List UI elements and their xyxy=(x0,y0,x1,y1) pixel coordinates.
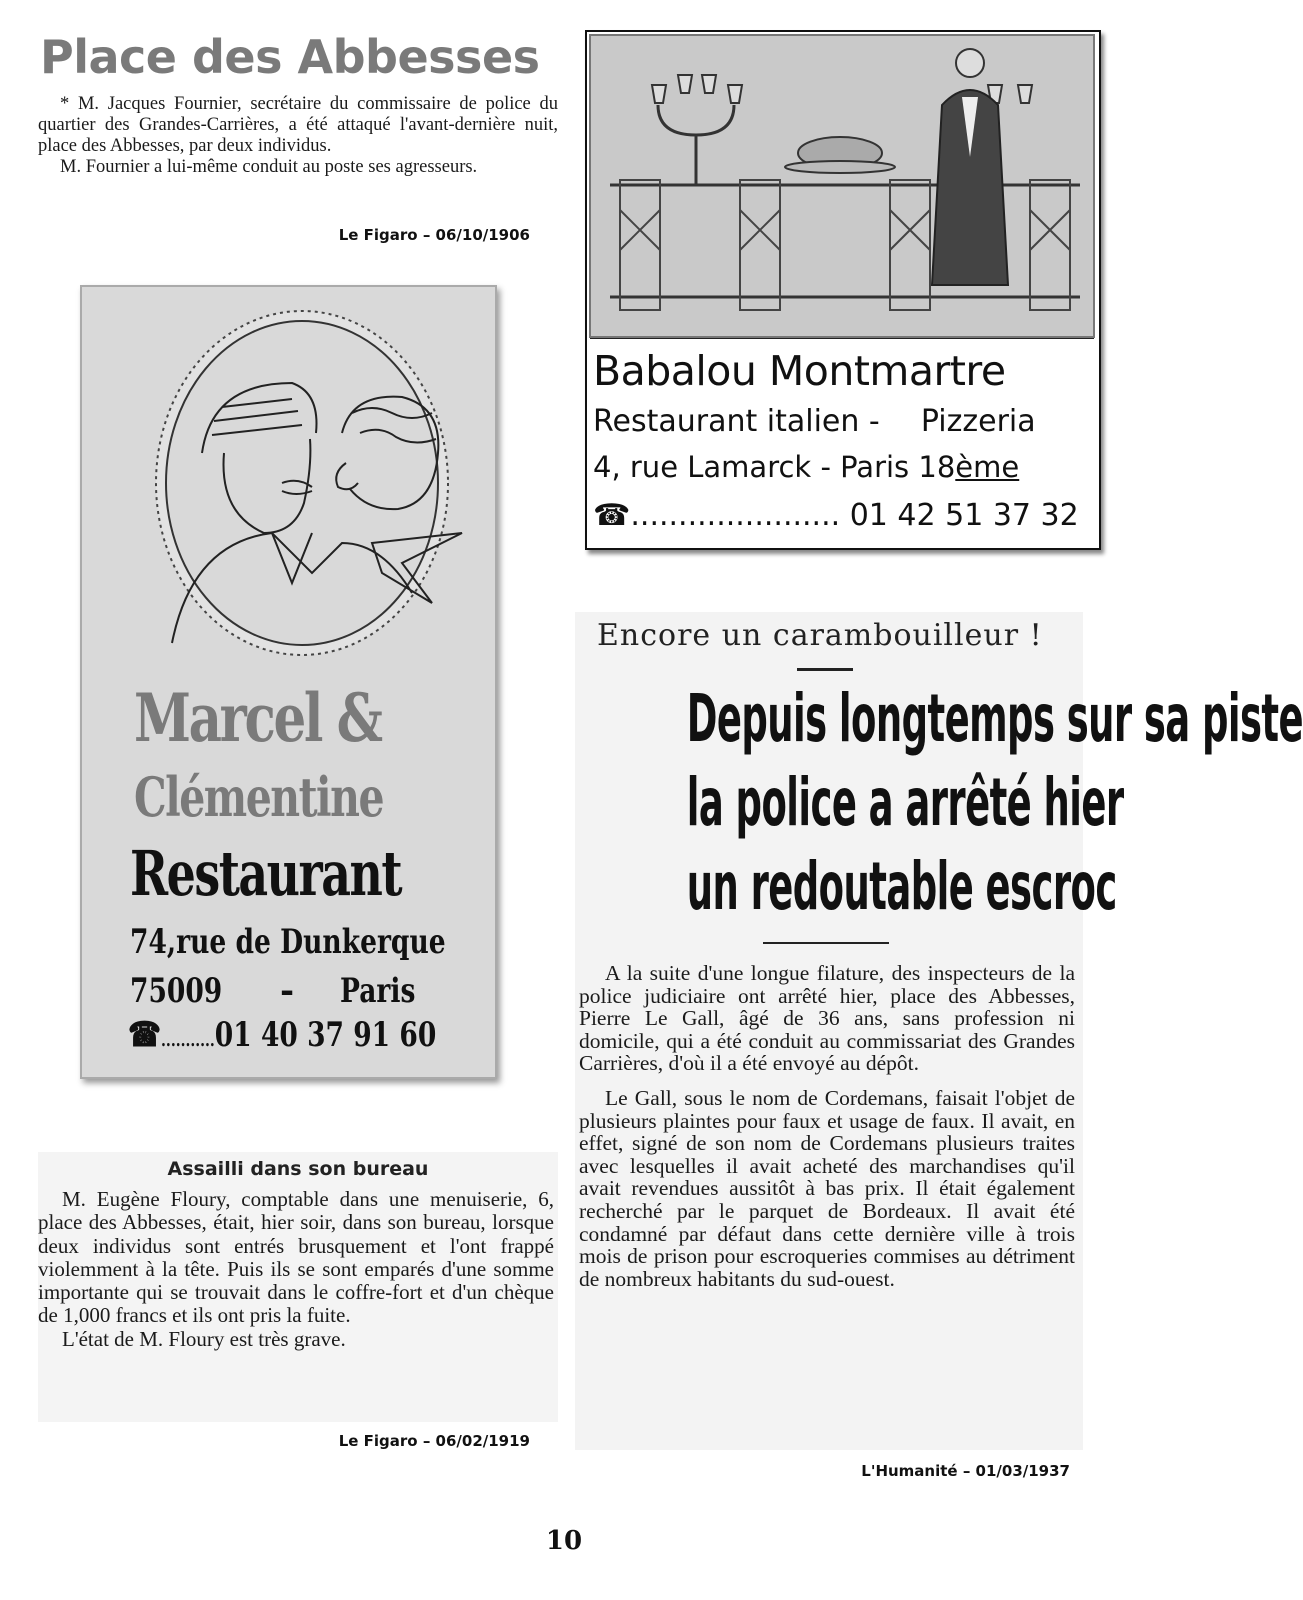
article-paragraph: A la suite d'une longue filature, des inspecteurs de la police judiciaire ont arrêté hier, place des Abbesses, Pierre Le Gall, âgé de 36 ans, sans profession ni domicile, qui a été conduit au commissariat des Grandes Carrières, d'où il a été envoyé au dépôt. xyxy=(579,961,1075,1076)
article-title: Assailli dans son bureau xyxy=(167,1158,429,1180)
divider-rule xyxy=(797,668,853,671)
ad-separator: - xyxy=(280,971,295,1011)
restaurant-waiter-illustration xyxy=(590,35,1094,339)
ad-phone-number: 01 40 37 91 60 xyxy=(214,1015,437,1055)
article-paragraph: * M. Jacques Fournier, secrétaire du commissaire de police du quartier des Grandes-Carrières, a été attaqué l'avant-dernière nuit, place des Abbesses, par deux individus. xyxy=(38,94,558,156)
ad-city: Paris xyxy=(340,971,416,1011)
article-assailli-dans-son-bureau xyxy=(38,1152,558,1422)
couple-cameo-illustration xyxy=(132,303,472,663)
article-paragraph: M. Fournier a lui-même conduit au poste ses agresseurs. xyxy=(60,157,478,177)
page-number: 10 xyxy=(545,1526,583,1556)
ad-address xyxy=(593,450,1093,484)
ad-restaurant-type: Restaurant xyxy=(130,837,402,910)
headline-line: la police a arrêté hier xyxy=(686,764,1124,841)
telephone-icon: ☎ xyxy=(593,498,631,533)
ad-postal-code: 75009 xyxy=(130,971,223,1011)
headline-line: un redoutable escroc xyxy=(686,848,1117,925)
ad-type-left: Restaurant italien - xyxy=(593,404,880,439)
article-paragraph: M. Eugène Floury, comptable dans une menuiserie, 6, place des Abbesses, était, hier soir, dans son bureau, lorsque deux individus sont entrés brusquement et l'ont frappé violemment à la tête. Puis ils se sont emparés d'une somme importante qui se trouvait dans le coffre-fort et d'un chèque de 1,000 francs et ils ont pris la fuite. xyxy=(38,1187,554,1328)
ad-type-right: Pizzeria xyxy=(920,404,1036,439)
article-paragraph: Le Gall, sous le nom de Cordemans, faisait l'objet de plusieurs plaintes pour faux et usage de faux. Il avait, en effet, signé de son nom de Cordemans plusieurs traites avec lesquelles il avait acheté des marchandises qu'il avait revendues aussitôt à bas prix. Il était également recherché par le parquet de Bordeaux. Il avait été condamné par défaut dans cette dernière ville à trois mois de prison pour escroqueries commises au détriment de nombreux habitants du sud-ouest. xyxy=(579,1085,1075,1291)
ad-marcel-clementine xyxy=(80,285,497,1079)
ad-restaurant-type xyxy=(593,404,1093,439)
ad-phone xyxy=(593,498,1093,533)
ad-phone-number: 01 42 51 37 32 xyxy=(849,498,1079,533)
article-body-fournier xyxy=(38,94,558,178)
article-kicker: Encore un carambouilleur ! xyxy=(597,618,1043,653)
article-escroc-le-gall xyxy=(575,612,1303,1450)
ad-babalou-montmartre xyxy=(585,30,1101,550)
ad-phone-dots: ...................... xyxy=(630,498,841,533)
ad-phone-dots: ........... xyxy=(161,1030,215,1051)
ad-restaurant-name: Babalou Montmartre xyxy=(593,347,1006,395)
source-credit-figaro-1919: Le Figaro – 06/02/1919 xyxy=(338,1432,530,1450)
article-title-place-des-abbesses: Place des Abbesses xyxy=(40,30,540,84)
ad-restaurant-name-line2: Clémentine xyxy=(134,765,384,829)
article-paragraph: L'état de M. Floury est très grave. xyxy=(62,1326,346,1351)
article-body xyxy=(38,1188,554,1351)
source-credit-figaro-1906: Le Figaro – 06/10/1906 xyxy=(338,226,530,244)
ad-address-suffix: ème xyxy=(955,450,1020,484)
source-credit-humanite-1937: L'Humanité – 01/03/1937 xyxy=(861,1462,1070,1480)
article-body xyxy=(579,962,1075,1302)
ad-street-address: 74,rue de Dunkerque xyxy=(130,922,446,962)
headline-line: Depuis longtemps sur sa piste xyxy=(686,680,1303,757)
divider-rule xyxy=(763,942,889,944)
ad-phone xyxy=(128,1015,436,1055)
ad-address-text: 4, rue Lamarck - Paris 18 xyxy=(593,450,956,484)
telephone-icon: ☎ xyxy=(128,1015,162,1055)
ad-restaurant-name-line1: Marcel & xyxy=(134,679,381,757)
